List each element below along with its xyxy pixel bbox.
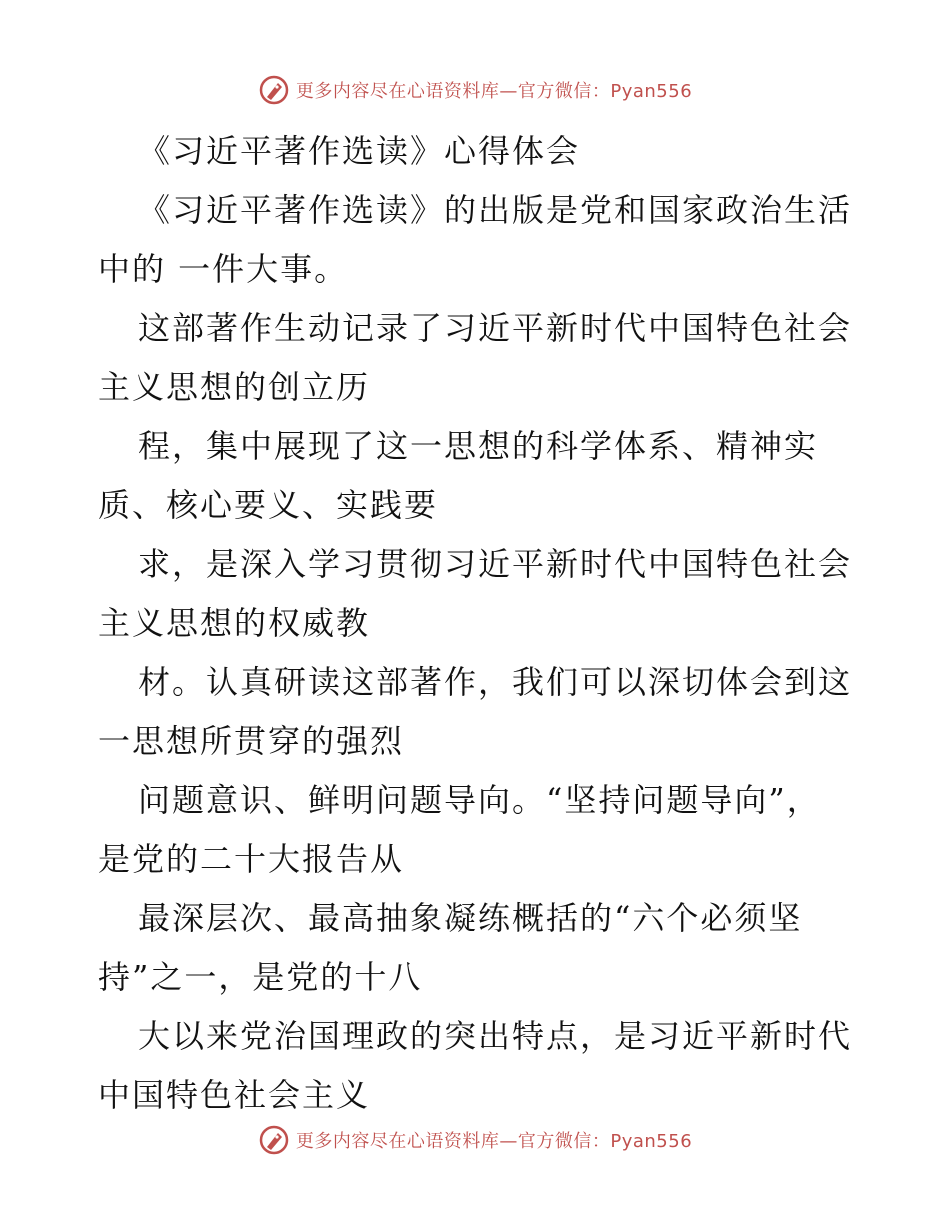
- paragraph-line: 《习近平著作选读》的出版是党和国家政治生活: [138, 191, 853, 229]
- footer-banner-text: 更多内容尽在心语资料库—官方微信：Pyan556: [295, 1131, 693, 1152]
- paragraph-line: 主义思想的权威教: [98, 604, 371, 642]
- footer-banner: [0, 1120, 950, 1160]
- document-body: [98, 122, 858, 1125]
- paragraph-line: 中的 一件大事。: [98, 250, 349, 288]
- paragraph-line: 中国特色社会主义: [98, 1076, 371, 1114]
- paragraph-line: 大以来党治国理政的突出特点，是习近平新时代: [138, 1017, 853, 1055]
- header-banner: [0, 70, 950, 110]
- paragraph-line: 质、核心要义、实践要: [98, 486, 439, 524]
- paragraph-line: 求，是深入学习贯彻习近平新时代中国特色社会: [138, 545, 853, 583]
- pen-nib-logo-icon: [258, 1124, 290, 1156]
- paragraph-line: 这部著作生动记录了习近平新时代中国特色社会: [138, 309, 853, 347]
- pen-nib-logo-icon: [258, 74, 290, 106]
- paragraph-line: 材。认真研读这部著作，我们可以深切体会到这: [138, 663, 853, 701]
- paragraph-line: 是党的二十大报告从: [98, 840, 405, 878]
- paragraph-line: 问题意识、鲜明问题导向。“坚持问题导向”，: [138, 781, 821, 819]
- header-banner-text: 更多内容尽在心语资料库—官方微信：Pyan556: [295, 81, 693, 102]
- document-title: 《习近平著作选读》心得体会: [138, 132, 581, 170]
- paragraph-line: 持”之一，是党的十八: [98, 958, 423, 996]
- paragraph-line: 一思想所贯穿的强烈: [98, 722, 405, 760]
- paragraph-line: 主义思想的创立历: [98, 368, 371, 406]
- paragraph-line: 最深层次、最高抽象凝练概括的“六个必须坚: [138, 899, 803, 937]
- paragraph-line: 程，集中展现了这一思想的科学体系、精神实: [138, 427, 819, 465]
